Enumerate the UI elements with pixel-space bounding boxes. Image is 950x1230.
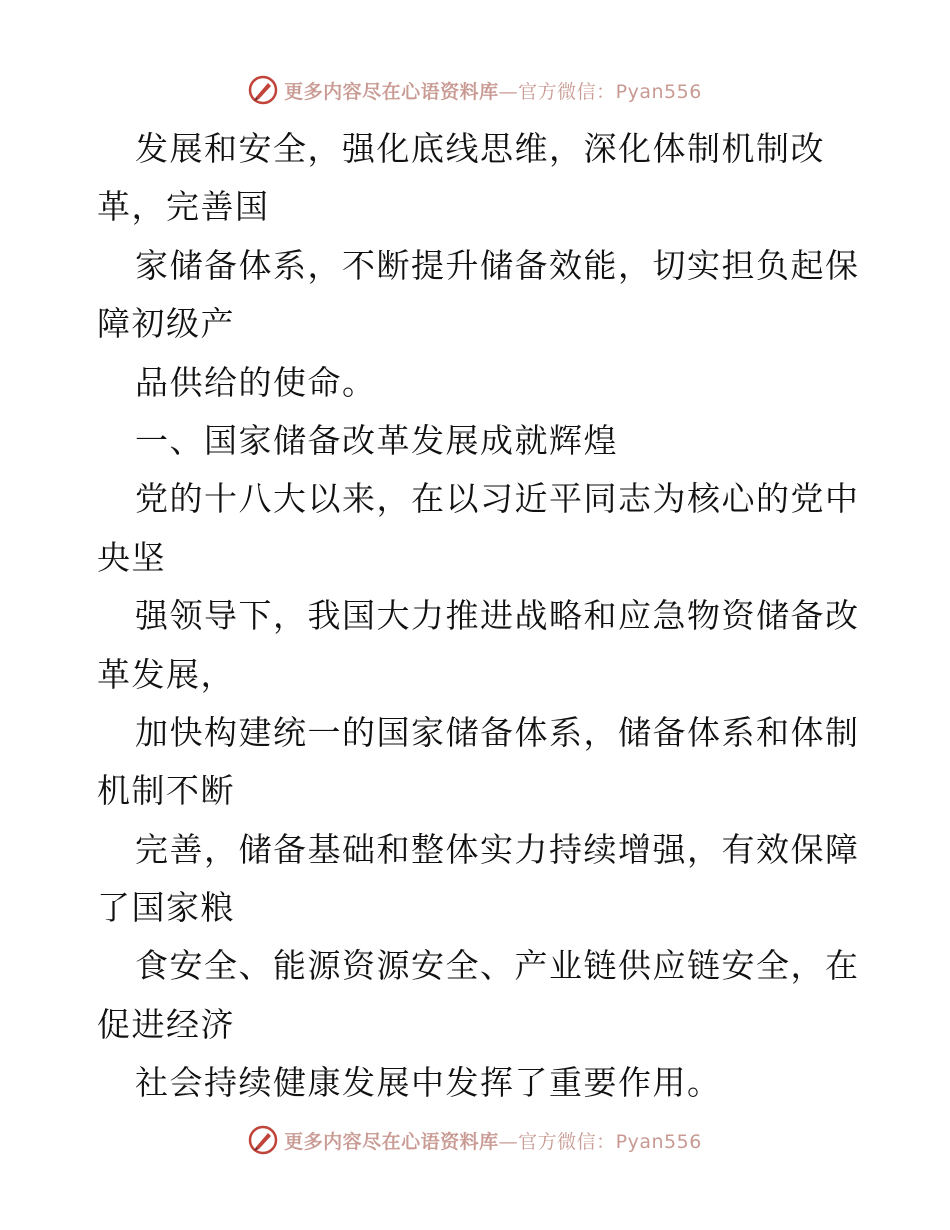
footer-watermark	[0, 1120, 950, 1160]
text-line: 障初级产	[97, 304, 235, 344]
watermark-site: 更多内容尽在心语资料库	[284, 80, 499, 103]
watermark-site: 更多内容尽在心语资料库	[284, 1130, 499, 1153]
text-line: 革，完善国	[97, 187, 270, 227]
watermark-separator: —	[498, 1130, 519, 1153]
document-body	[97, 120, 860, 1113]
text-line: 促进经济	[97, 1004, 235, 1044]
text-line: 品供给的使命。	[135, 362, 377, 402]
text-line: 完善，储备基础和整体实力持续增强，有效保障	[135, 829, 860, 869]
text-line: 一、国家储备改革发展成就辉煌	[135, 420, 618, 460]
watermark-contact: 官方微信：Pyan556	[518, 1130, 702, 1153]
watermark-separator: —	[498, 80, 519, 103]
text-line: 加快构建统一的国家储备体系，储备体系和体制	[135, 712, 860, 752]
pen-logo-icon	[248, 75, 278, 105]
watermark-contact: 官方微信：Pyan556	[518, 80, 702, 103]
text-line: 食安全、能源资源安全、产业链供应链安全，在	[135, 946, 860, 986]
text-line: 革发展，	[97, 654, 235, 694]
watermark-text	[284, 77, 702, 104]
watermark-text	[284, 1127, 702, 1154]
text-line: 了国家粮	[97, 888, 235, 928]
text-line: 党的十八大以来，在以习近平同志为核心的党中	[135, 479, 860, 519]
text-line: 发展和安全，强化底线思维，深化体制机制改	[135, 129, 825, 168]
pen-logo-icon	[248, 1125, 278, 1155]
text-line: 社会持续健康发展中发挥了重要作用。	[135, 1063, 722, 1103]
text-line: 家储备体系，不断提升储备效能，切实担负起保	[135, 245, 860, 285]
text-line: 强领导下，我国大力推进战略和应急物资储备改	[135, 596, 860, 636]
text-line: 机制不断	[97, 771, 235, 811]
text-line: 央坚	[97, 537, 166, 577]
header-watermark	[0, 70, 950, 110]
